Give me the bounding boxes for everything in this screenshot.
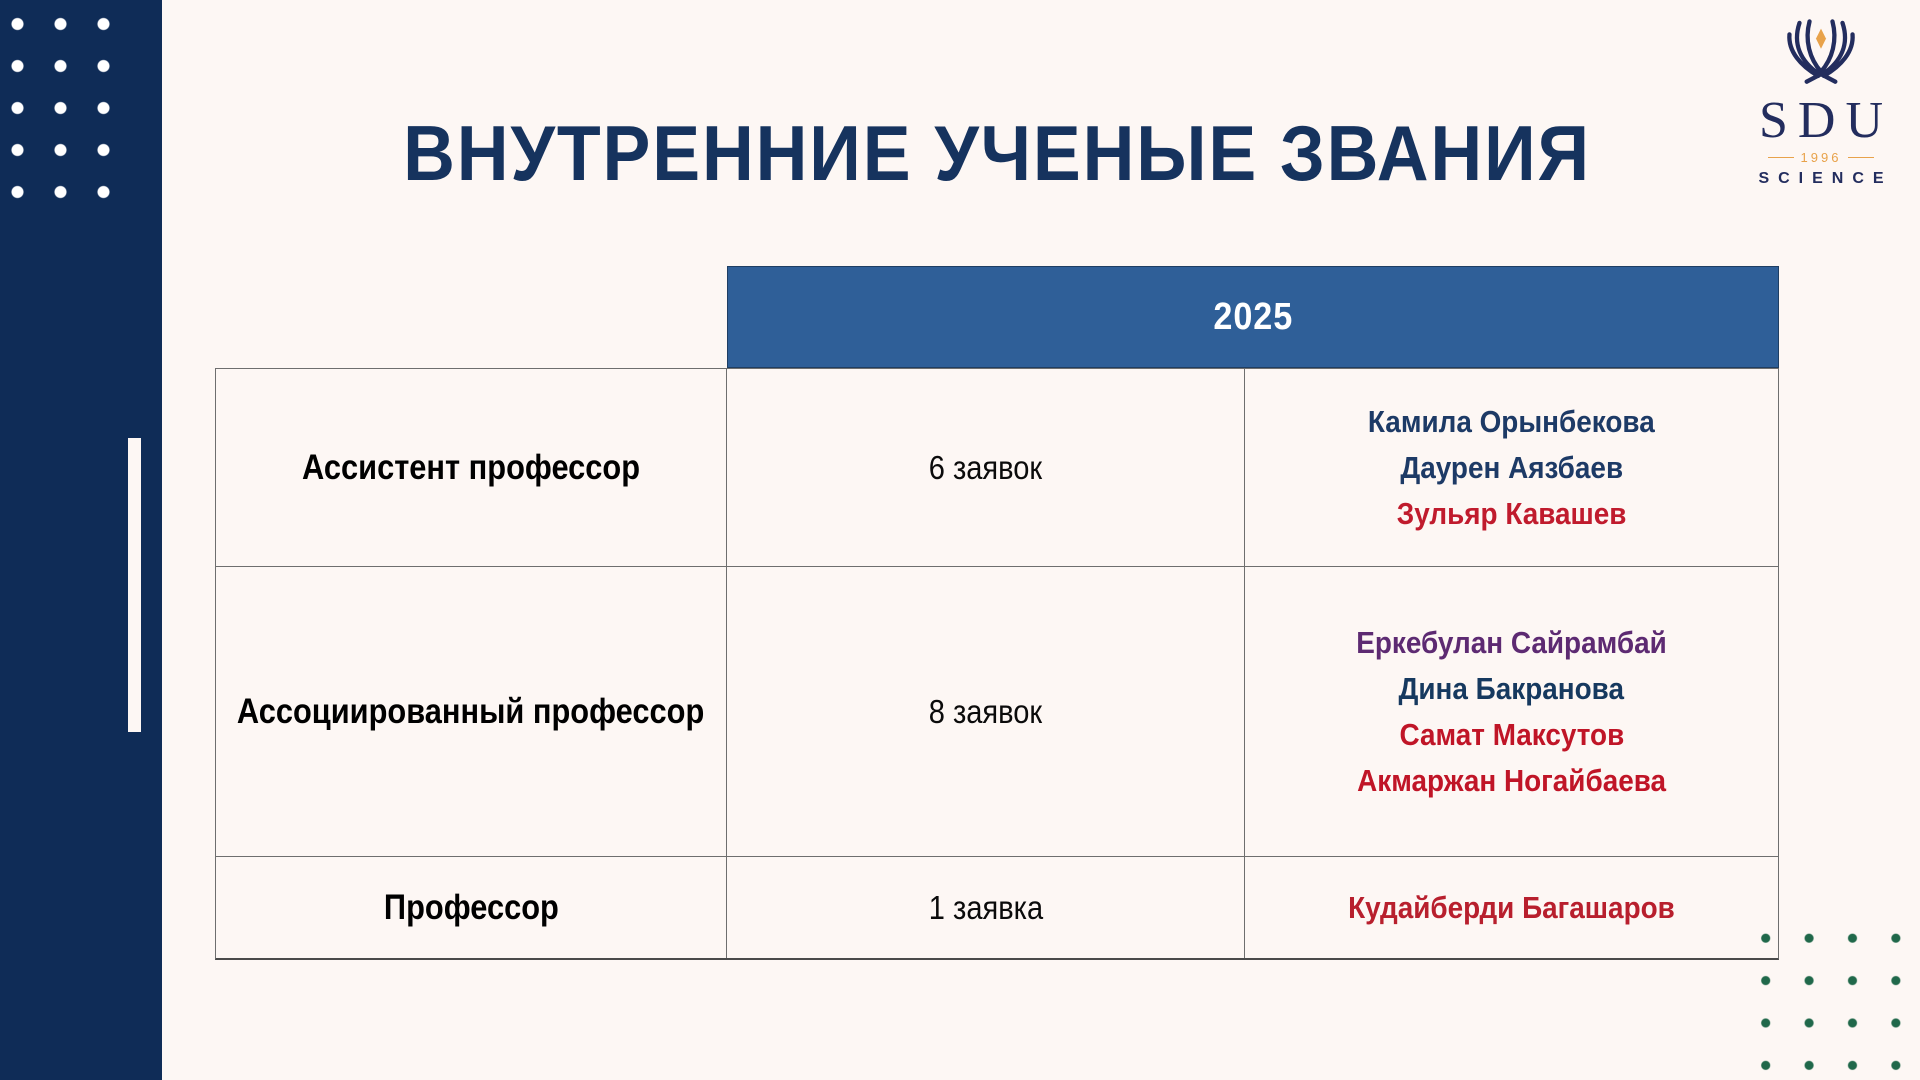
logo-year-text: 1996 [1800, 150, 1842, 165]
people-cell [1245, 857, 1778, 958]
table-row [216, 369, 1778, 567]
person-name: Зульяр Кавашев [1396, 495, 1627, 531]
category-cell [216, 369, 727, 566]
logo-rule-left [1768, 157, 1794, 158]
category-cell [216, 857, 727, 958]
person-name: Акмаржан Ногайбаева [1357, 762, 1666, 798]
sidebar [0, 0, 162, 1080]
table-year-header [727, 266, 1779, 368]
person-name: Даурен Аязбаев [1400, 449, 1623, 485]
people-cell [1245, 567, 1778, 856]
titles-table [215, 266, 1779, 960]
applications-cell [727, 567, 1245, 856]
dots-pattern-top-left [0, 3, 127, 214]
table-row [216, 567, 1778, 857]
table-body [215, 368, 1779, 960]
applications-label: 8 заявок [928, 692, 1043, 730]
people-cell [1245, 369, 1778, 566]
person-name: Самат Максутов [1399, 716, 1624, 752]
table-row [216, 857, 1778, 958]
sidebar-accent-bar [128, 438, 141, 732]
logo-brand-text: SDU [1758, 92, 1894, 149]
person-name: Еркебулан Сайрамбай [1356, 624, 1667, 660]
applications-cell [727, 369, 1245, 566]
category-label: Профессор [383, 887, 559, 927]
year-header-label: 2025 [1213, 295, 1293, 338]
category-label: Ассоциированный профессор [237, 691, 705, 731]
sdu-logo [1735, 14, 1907, 188]
wings-icon [1778, 14, 1864, 92]
person-name: Дина Бакранова [1398, 670, 1625, 706]
logo-year-line [1768, 150, 1875, 165]
category-label: Ассистент профессор [301, 447, 641, 487]
category-cell [216, 567, 727, 856]
applications-label: 6 заявок [928, 448, 1043, 486]
dots-pattern-bottom-right [1744, 917, 1918, 1080]
logo-division-text: SCIENCE [1758, 170, 1893, 187]
page-title: ВНУТРЕННИЕ УЧЕНЫЕ ЗВАНИЯ [403, 109, 1591, 197]
applications-cell [727, 857, 1245, 958]
person-name: Камила Орынбекова [1368, 403, 1655, 439]
person-name: Кудайберди Багашаров [1348, 889, 1675, 925]
logo-rule-right [1848, 157, 1874, 158]
applications-label: 1 заявка [928, 888, 1043, 926]
